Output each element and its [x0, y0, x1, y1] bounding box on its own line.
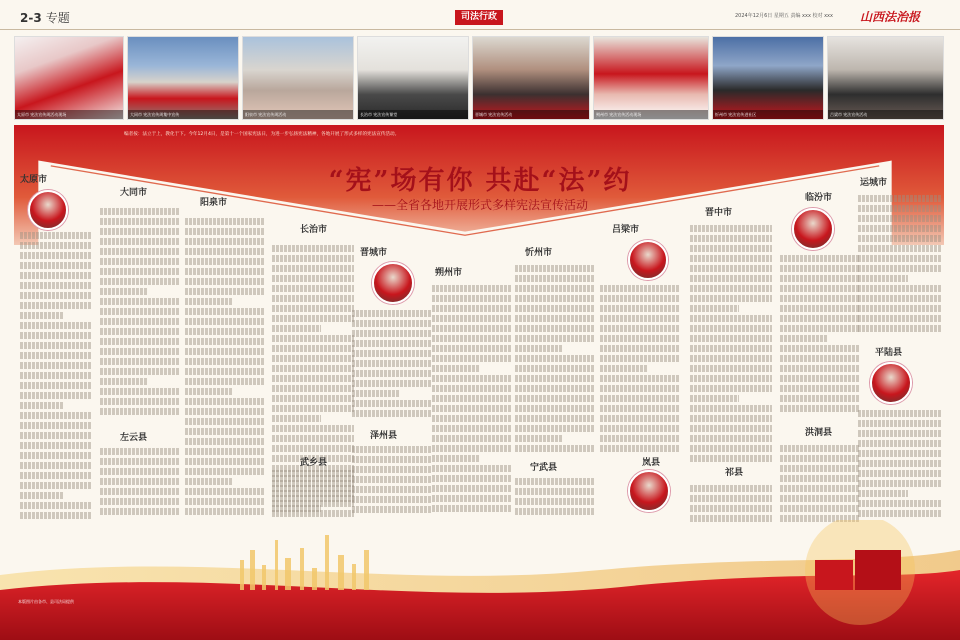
- newspaper-logo: 山西法治报: [860, 10, 921, 24]
- city-heading-ningwu: 宁武县: [530, 463, 558, 473]
- city-heading-jinzhong: 晋中市: [705, 208, 733, 218]
- editor-note: 编者按：法立于上，教化于下。今年12月4日，是第十一个国家宪法日，为进一步弘扬宪法精神，各地开展了形式多样的宪法宣传活动。: [124, 132, 400, 137]
- photo: 晋城市 宪法宣传活动: [472, 36, 590, 120]
- city-heading-hongdong: 洪洞县: [805, 428, 833, 438]
- article-body-ningwu: [515, 478, 595, 523]
- city-heading-zezhou: 泽州县: [370, 431, 398, 441]
- city-heading-wuxiang: 武乡县: [300, 458, 328, 468]
- article-body-zezhou: [352, 446, 432, 521]
- city-heading-qixian: 祁县: [725, 468, 744, 478]
- city-heading-shuozhou: 朔州市: [435, 268, 463, 278]
- city-photo-lvliang: [628, 240, 668, 280]
- photo: 太原市 宪法宣传周活动现场: [14, 36, 124, 120]
- article-body-jincheng: [352, 310, 432, 420]
- article-body-datong: [100, 208, 180, 418]
- city-heading-lvliang: 吕梁市: [612, 225, 640, 235]
- photo-credits: 本版图片由各市、县司法局提供: [18, 599, 74, 604]
- issue-meta: 2024年12月6日 星期五 责编 xxx 校对 xxx: [735, 13, 833, 19]
- page-header: [0, 0, 960, 30]
- city-photo-pinglu: [870, 362, 912, 404]
- city-heading-zuoyun: 左云县: [120, 433, 148, 443]
- article-body-jinzhong: [690, 225, 772, 470]
- city-heading-taiyuan: 太原市: [20, 175, 48, 185]
- article-body-yangquan: [185, 218, 265, 518]
- city-heading-linfen: 临汾市: [805, 193, 833, 203]
- city-heading-pinglu: 平陆县: [875, 348, 903, 358]
- city-photo-lanxian: [628, 470, 670, 512]
- city-heading-yangquan: 阳泉市: [200, 198, 228, 208]
- city-heading-xinzhou: 忻州市: [525, 248, 553, 258]
- article-body-linfen: [780, 255, 860, 415]
- article-body-shuozhou: [432, 285, 512, 520]
- city-heading-datong: 大同市: [120, 188, 148, 198]
- city-heading-yuncheng: 运城市: [860, 178, 888, 188]
- photo: 忻州市 宪法宣传进社区: [712, 36, 824, 120]
- article-body-hongdong: [780, 445, 860, 525]
- photo: 吕梁市 宪法宣传活动: [827, 36, 944, 120]
- bottom-decoration: [0, 520, 960, 640]
- photo: 阳泉市 宪法宣传周活动: [242, 36, 354, 120]
- page-number: 2-3 专题: [20, 11, 70, 25]
- photo-strip: [14, 36, 944, 120]
- section-label: 司法行政: [455, 10, 503, 25]
- city-heading-changzhi: 长治市: [300, 225, 328, 235]
- article-body-qixian: [690, 485, 772, 525]
- photo: 大同市 宪法宣传周集中宣传: [127, 36, 239, 120]
- article-body-lvliang: [600, 285, 680, 455]
- city-heading-lanxian: 岚县: [642, 458, 661, 468]
- headline: “宪”场有你 共赴“法”约: [328, 166, 632, 196]
- city-photo-jincheng: [372, 262, 414, 304]
- city-heading-jincheng: 晋城市: [360, 248, 388, 258]
- article-body-yuncheng: [858, 195, 942, 335]
- article-body-zuoyun: [100, 448, 180, 518]
- city-photo-linfen: [792, 208, 834, 250]
- article-body-xinzhou: [515, 265, 595, 455]
- photo: 长治市 宪法宣传课堂: [357, 36, 469, 120]
- city-photo-taiyuan: [28, 190, 68, 230]
- article-body-pinglu: [858, 410, 942, 525]
- photo: 朔州市 宪法宣传活动现场: [593, 36, 709, 120]
- article-body-taiyuan: [20, 232, 92, 522]
- subheadline: ——全省各地开展形式多样宪法宣传活动: [371, 198, 588, 212]
- article-body-wuxiang: [272, 470, 354, 520]
